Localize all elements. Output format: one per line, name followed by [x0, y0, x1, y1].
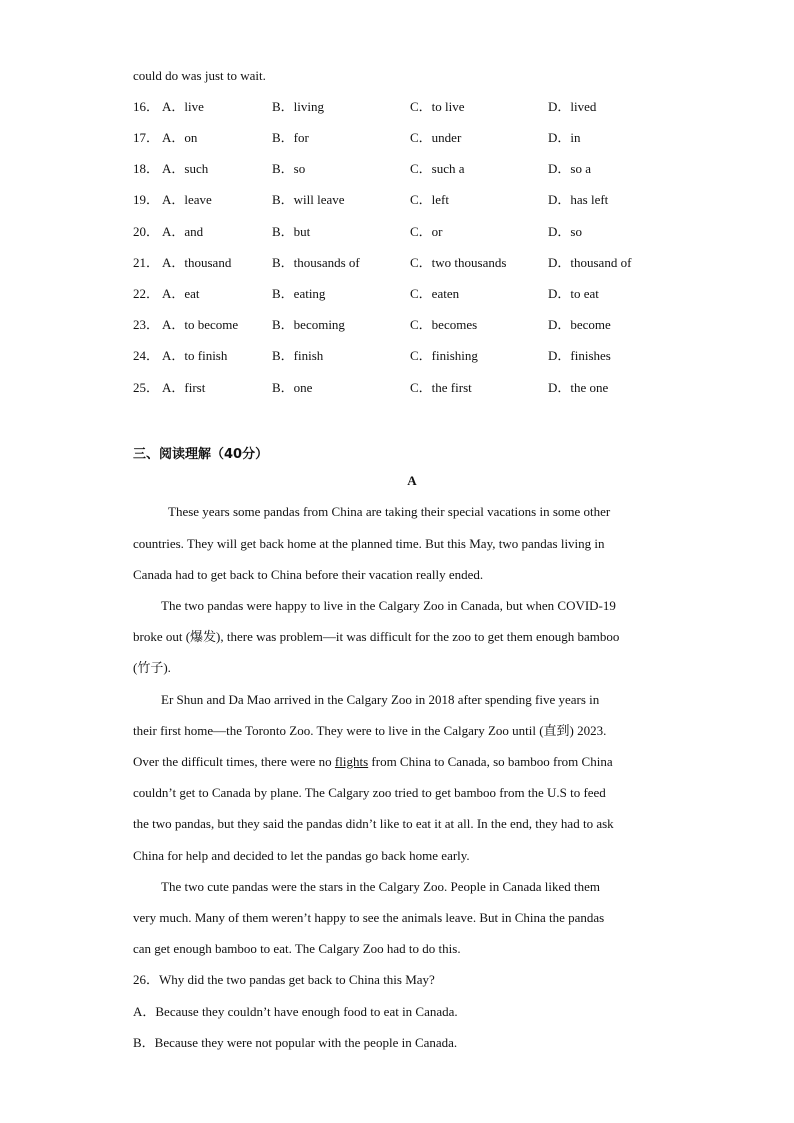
option-c: C．such a — [410, 161, 465, 176]
option-b: B．for — [272, 130, 309, 145]
option-a: A．first — [162, 380, 206, 395]
question-number: 25． — [133, 380, 160, 395]
option-d: D．lived — [548, 99, 597, 114]
option-a: A．to become — [162, 317, 239, 332]
option-c: C．finishing — [410, 348, 478, 363]
paragraph-line: Er Shun and Da Mao arrived in the Calgary Zoo in 2018 after spending five years in — [161, 692, 600, 707]
option-c: C．becomes — [410, 317, 478, 332]
option-a: A．eat — [162, 286, 200, 301]
paragraph-line: China for help and decided to let the pandas go back home early. — [133, 848, 470, 863]
question-number: 16． — [133, 99, 160, 114]
question-number: 20． — [133, 224, 160, 239]
question-number: 18． — [133, 161, 160, 176]
option-a: A．live — [162, 99, 204, 114]
option-b: B．one — [272, 380, 313, 395]
question-number: 23． — [133, 317, 160, 332]
paragraph-line: very much. Many of them weren’t happy to see the animals leave. But in China the pandas — [133, 910, 605, 925]
question-26-option-a: A．Because they couldn’t have enough food to eat in Canada. — [133, 1004, 458, 1019]
paragraph-line: the two pandas, but they said the pandas didn’t like to eat it at all. In the end, they had to ask — [133, 816, 614, 831]
option-a: A．thousand — [162, 255, 232, 270]
option-c: C．under — [410, 130, 462, 145]
text-segment: Over the difficult times, there were no — [133, 754, 335, 769]
paragraph-line: can get enough bamboo to eat. The Calgary Zoo had to do this. — [133, 941, 461, 956]
option-b: B．becoming — [272, 317, 345, 332]
question-26-stem: 26．Why did the two pandas get back to China this May? — [133, 972, 435, 987]
option-d: D．so a — [548, 161, 591, 176]
option-b: B．but — [272, 224, 311, 239]
question-26-option-b: B．Because they were not popular with the people in Canada. — [133, 1035, 458, 1050]
paragraph-line: (竹子). — [133, 660, 171, 675]
option-b: B．thousands of — [272, 255, 360, 270]
passage-title: A — [407, 473, 417, 488]
option-d: D．in — [548, 130, 581, 145]
option-c: C．the first — [410, 380, 472, 395]
paragraph-line: The two cute pandas were the stars in the Calgary Zoo. People in Canada liked them — [161, 879, 600, 894]
question-number: 22． — [133, 286, 160, 301]
section-heading: 三、阅读理解（40分） — [133, 447, 269, 462]
paragraph-line: their first home—the Toronto Zoo. They were to live in the Calgary Zoo until (直到) 2023. — [133, 723, 607, 738]
text-segment: from China to Canada, so bamboo from China — [368, 754, 613, 769]
paragraph-line: countries. They will get back home at the planned time. But this May, two pandas living in — [133, 536, 605, 551]
question-number: 21． — [133, 255, 160, 270]
option-b: B．living — [272, 99, 325, 114]
option-d: D．the one — [548, 380, 609, 395]
option-b: B．finish — [272, 348, 324, 363]
paragraph-line: These years some pandas from China are taking their special vacations in some other — [168, 504, 611, 519]
option-b: B．so — [272, 161, 306, 176]
question-number: 24． — [133, 348, 160, 363]
option-b: B．will leave — [272, 192, 345, 207]
paragraph-line: couldn’t get to Canada by plane. The Calgary zoo tried to get bamboo from the U.S to feed — [133, 785, 606, 800]
option-d: D．thousand of — [548, 255, 632, 270]
paragraph-line: The two pandas were happy to live in the Calgary Zoo in Canada, but when COVID-19 — [161, 598, 616, 613]
option-a: A．such — [162, 161, 209, 176]
option-d: D．become — [548, 317, 611, 332]
option-d: D．has left — [548, 192, 609, 207]
option-c: C．or — [410, 224, 443, 239]
option-a: A．to finish — [162, 348, 228, 363]
option-b: B．eating — [272, 286, 326, 301]
question-number: 19． — [133, 192, 160, 207]
option-d: D．to eat — [548, 286, 599, 301]
option-a: A．leave — [162, 192, 212, 207]
option-c: C．two thousands — [410, 255, 507, 270]
paragraph-line: Canada had to get back to China before their vacation really ended. — [133, 567, 484, 582]
option-c: C．to live — [410, 99, 465, 114]
passage-tail-text: could do was just to wait. — [133, 68, 266, 83]
option-a: A．and — [162, 224, 204, 239]
option-a: A．on — [162, 130, 198, 145]
option-d: D．so — [548, 224, 582, 239]
paragraph-line: broke out (爆发), there was problem—it was difficult for the zoo to get them enough bamboo — [133, 629, 620, 644]
paragraph-line — [133, 754, 658, 770]
option-d: D．finishes — [548, 348, 611, 363]
option-c: C．eaten — [410, 286, 460, 301]
option-c: C．left — [410, 192, 449, 207]
question-number: 17． — [133, 130, 160, 145]
underlined-word: flights — [334, 754, 369, 769]
